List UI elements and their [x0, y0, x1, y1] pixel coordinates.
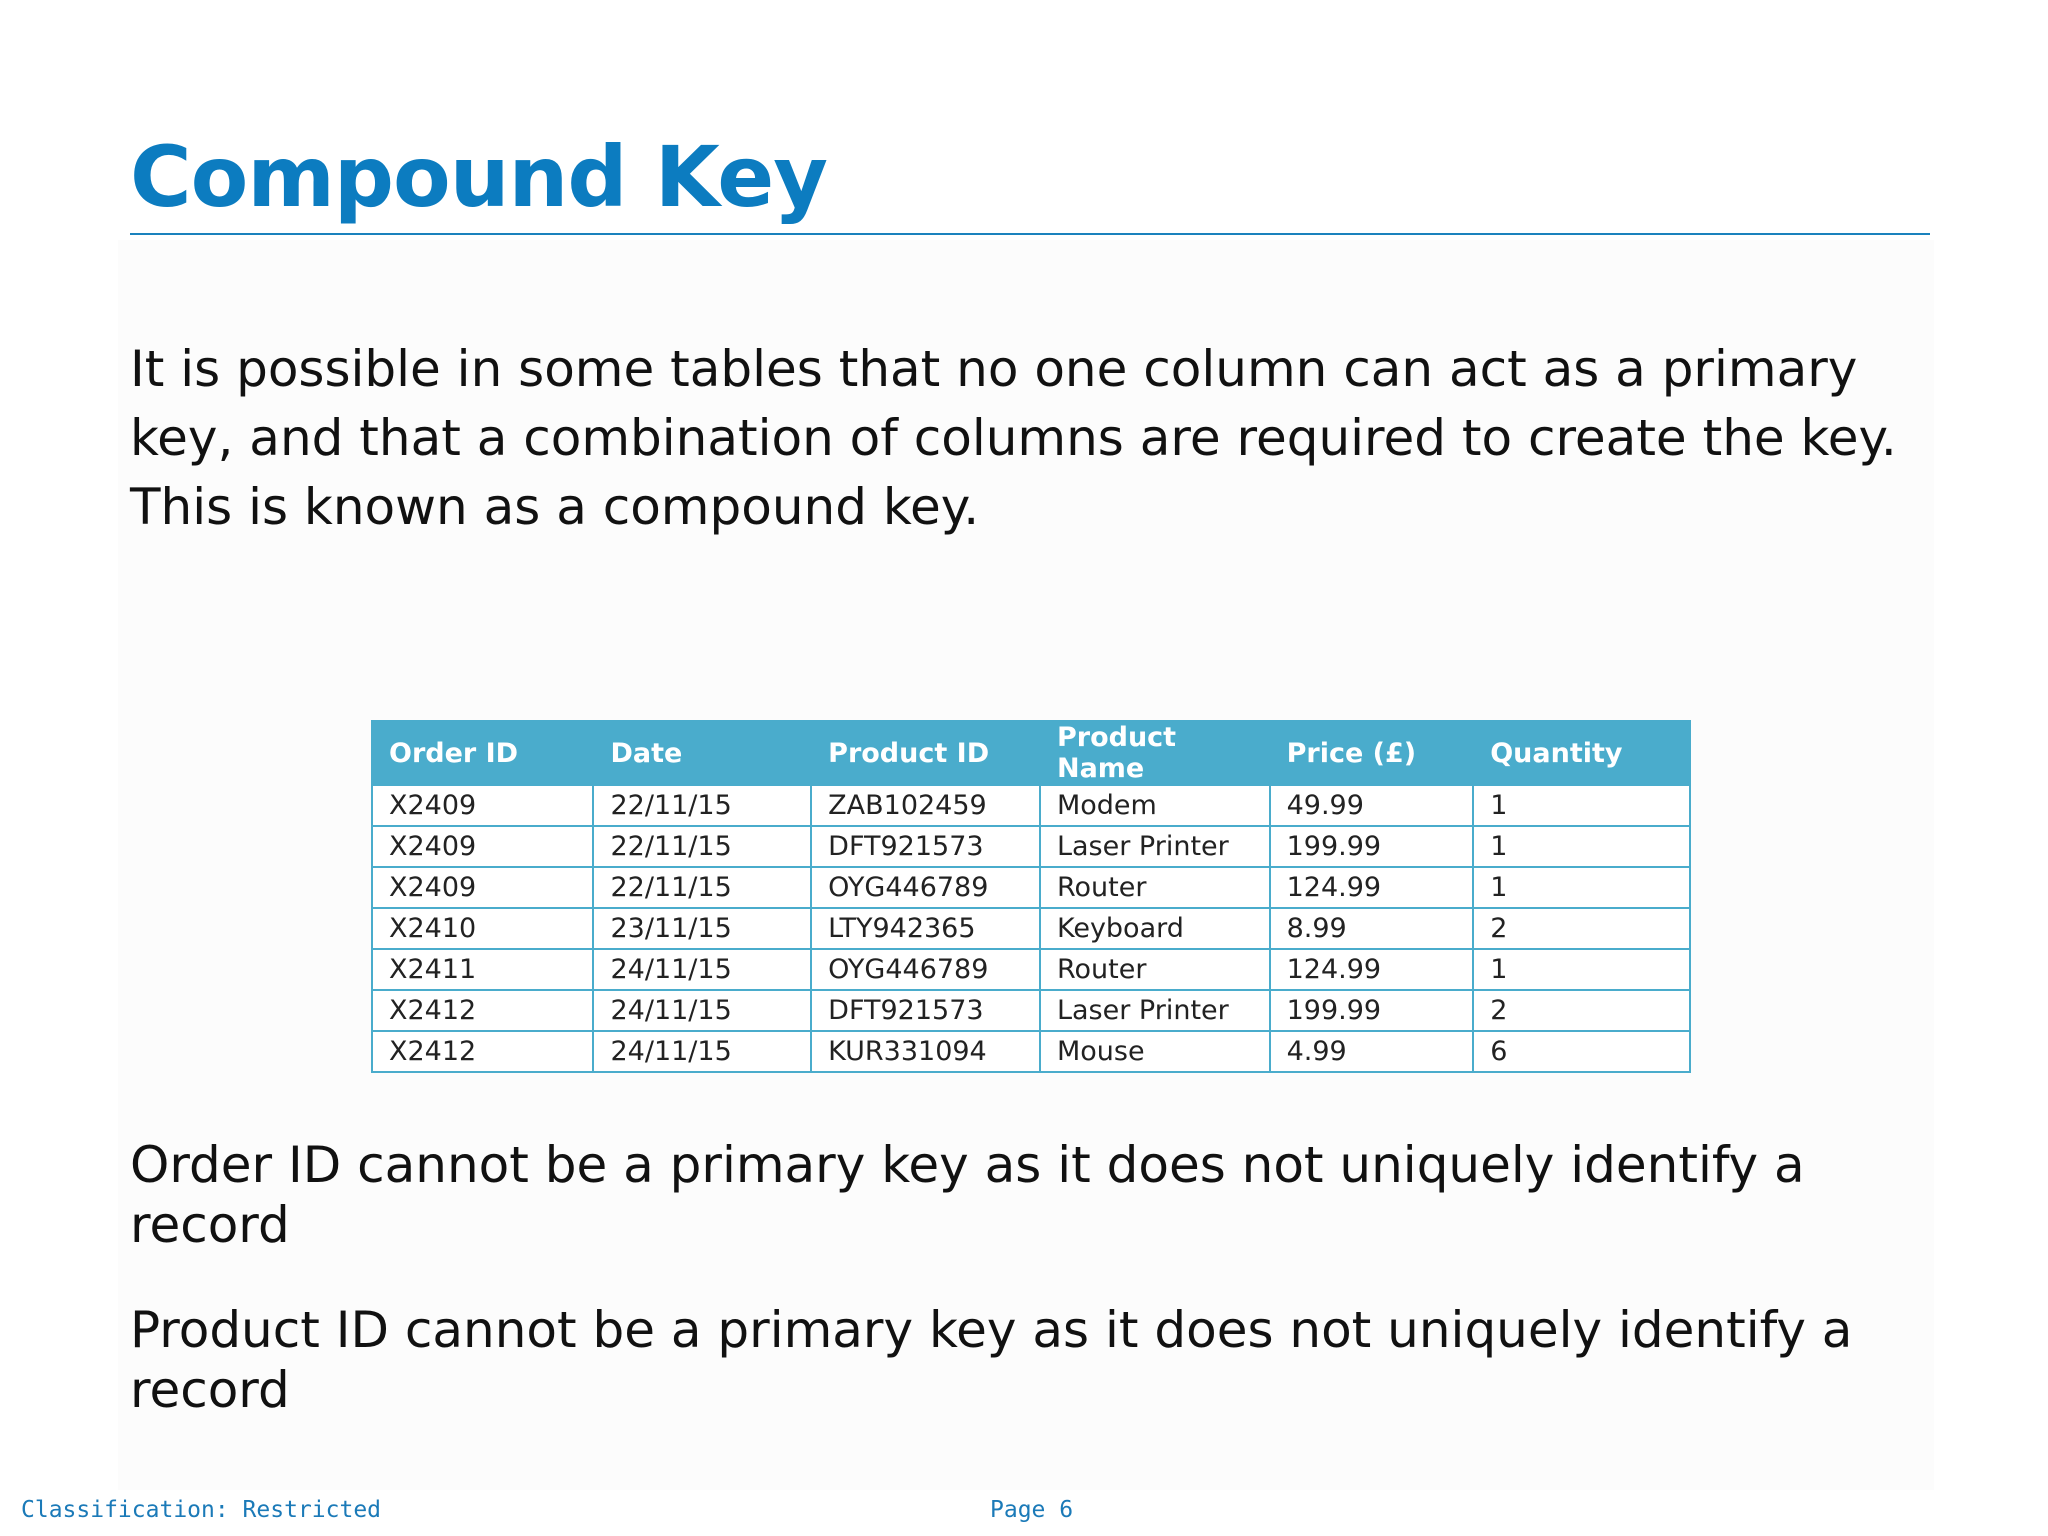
table-row — [372, 949, 1690, 990]
order-id-statement: Order ID cannot be a primary key as it does not uniquely identify a record — [130, 1136, 1805, 1254]
cell-quantity: 1 — [1473, 826, 1690, 867]
cell-quantity: 1 — [1473, 867, 1690, 908]
header-product-name: Product Name — [1040, 721, 1270, 785]
cell-date: 22/11/15 — [593, 785, 811, 826]
table-row — [372, 867, 1690, 908]
cell-date: 22/11/15 — [593, 826, 811, 867]
cell-date: 24/11/15 — [593, 1031, 811, 1072]
cell-quantity: 2 — [1473, 990, 1690, 1031]
cell-product-name: Keyboard — [1040, 908, 1270, 949]
cell-price: 199.99 — [1270, 826, 1474, 867]
cell-quantity: 2 — [1473, 908, 1690, 949]
product-id-statement: Product ID cannot be a primary key as it does not uniquely identify a record — [130, 1301, 1853, 1419]
cell-order-id: X2410 — [372, 908, 593, 949]
cell-product-name: Router — [1040, 867, 1270, 908]
cell-price: 124.99 — [1270, 867, 1474, 908]
table-row — [372, 826, 1690, 867]
header-product-id: Product ID — [811, 721, 1040, 785]
cell-product-id: OYG446789 — [811, 867, 1040, 908]
cell-product-id: DFT921573 — [811, 826, 1040, 867]
cell-product-id: KUR331094 — [811, 1031, 1040, 1072]
cell-order-id: X2411 — [372, 949, 593, 990]
cell-product-id: DFT921573 — [811, 990, 1040, 1031]
cell-quantity: 1 — [1473, 949, 1690, 990]
page-number: Page 6 — [990, 1497, 1074, 1523]
table-row — [372, 990, 1690, 1031]
table-row — [372, 1031, 1690, 1072]
cell-product-id: OYG446789 — [811, 949, 1040, 990]
cell-product-id: ZAB102459 — [811, 785, 1040, 826]
orders-table — [371, 720, 1691, 1073]
cell-order-id: X2409 — [372, 826, 593, 867]
slide-title: Compound Key — [130, 128, 828, 226]
cell-product-name: Laser Printer — [1040, 826, 1270, 867]
cell-product-name: Router — [1040, 949, 1270, 990]
cell-quantity: 6 — [1473, 1031, 1690, 1072]
cell-price: 8.99 — [1270, 908, 1474, 949]
cell-date: 24/11/15 — [593, 949, 811, 990]
cell-order-id: X2409 — [372, 785, 593, 826]
cell-date: 24/11/15 — [593, 990, 811, 1031]
cell-product-id: LTY942365 — [811, 908, 1040, 949]
cell-product-name: Mouse — [1040, 1031, 1270, 1072]
title-divider — [130, 233, 1930, 235]
cell-date: 22/11/15 — [593, 867, 811, 908]
header-date: Date — [593, 721, 811, 785]
header-price: Price (£) — [1270, 721, 1474, 785]
cell-price: 124.99 — [1270, 949, 1474, 990]
cell-product-name: Laser Printer — [1040, 990, 1270, 1031]
cell-price: 49.99 — [1270, 785, 1474, 826]
cell-product-name: Modem — [1040, 785, 1270, 826]
intro-paragraph: It is possible in some tables that no one column can act as a primary key, and that a combination of columns are required to create the key. This is known as a compound key. — [130, 340, 1897, 536]
cell-order-id: X2412 — [372, 990, 593, 1031]
cell-price: 4.99 — [1270, 1031, 1474, 1072]
cell-date: 23/11/15 — [593, 908, 811, 949]
cell-order-id: X2409 — [372, 867, 593, 908]
table-row — [372, 908, 1690, 949]
table-header-row — [372, 721, 1690, 785]
header-quantity: Quantity — [1473, 721, 1690, 785]
cell-order-id: X2412 — [372, 1031, 593, 1072]
table-row — [372, 785, 1690, 826]
cell-quantity: 1 — [1473, 785, 1690, 826]
cell-price: 199.99 — [1270, 990, 1474, 1031]
header-order-id: Order ID — [372, 721, 593, 785]
classification-label: Classification: Restricted — [21, 1497, 382, 1523]
